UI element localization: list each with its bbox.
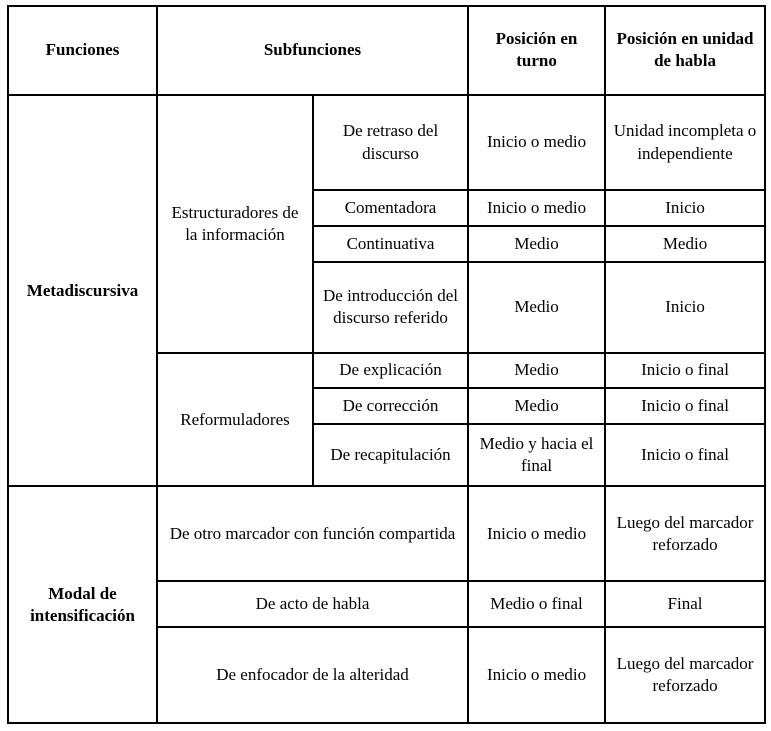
header-posicion-unidad: Posición en unidad de habla <box>605 6 765 95</box>
cell-funcion-modal: Modal de intensificación <box>8 486 157 723</box>
cell-subfuncion: Continuativa <box>313 226 468 261</box>
cell-posicion-unidad: Inicio o final <box>605 388 765 423</box>
cell-subfuncion: De enfocador de la alteridad <box>157 627 468 723</box>
cell-posicion-turno: Medio <box>468 226 605 261</box>
cell-posicion-unidad: Inicio o final <box>605 353 765 388</box>
header-row <box>8 6 765 95</box>
cell-posicion-turno: Medio <box>468 262 605 353</box>
cell-subfuncion: De introducción del discurso referido <box>313 262 468 353</box>
cell-subfuncion: De otro marcador con función compartida <box>157 486 468 581</box>
cell-subfuncion: De retraso del discurso <box>313 95 468 190</box>
header-funciones: Funciones <box>8 6 157 95</box>
cell-posicion-turno: Medio <box>468 353 605 388</box>
cell-posicion-turno: Inicio o medio <box>468 190 605 226</box>
cell-posicion-turno: Inicio o medio <box>468 486 605 581</box>
cell-posicion-unidad: Inicio <box>605 190 765 226</box>
cell-posicion-unidad: Inicio <box>605 262 765 353</box>
header-subfunciones: Subfunciones <box>157 6 468 95</box>
cell-posicion-unidad: Luego del marcador reforzado <box>605 627 765 723</box>
table-row <box>8 486 765 581</box>
cell-subfuncion: Comentadora <box>313 190 468 226</box>
cell-subfuncion: De corrección <box>313 388 468 423</box>
cell-posicion-unidad: Inicio o final <box>605 424 765 487</box>
table-row <box>8 95 765 190</box>
cell-posicion-turno: Medio y hacia el final <box>468 424 605 487</box>
cell-posicion-turno: Medio <box>468 388 605 423</box>
cell-subfuncion: De recapitulación <box>313 424 468 487</box>
cell-posicion-unidad: Unidad incompleta o independiente <box>605 95 765 190</box>
header-posicion-turno: Posición en turno <box>468 6 605 95</box>
cell-posicion-turno: Inicio o medio <box>468 627 605 723</box>
cell-posicion-unidad: Medio <box>605 226 765 261</box>
cell-subfuncion: De acto de habla <box>157 581 468 627</box>
discourse-markers-table <box>7 5 766 724</box>
cell-funcion-metadiscursiva: Metadiscursiva <box>8 95 157 486</box>
cell-posicion-turno: Inicio o medio <box>468 95 605 190</box>
cell-posicion-unidad: Final <box>605 581 765 627</box>
cell-posicion-turno: Medio o final <box>468 581 605 627</box>
cell-posicion-unidad: Luego del marcador reforzado <box>605 486 765 581</box>
cell-subgroup-estructuradores: Estructuradores de la información <box>157 95 313 353</box>
cell-subfuncion: De explicación <box>313 353 468 388</box>
cell-subgroup-reformuladores: Reformuladores <box>157 353 313 486</box>
